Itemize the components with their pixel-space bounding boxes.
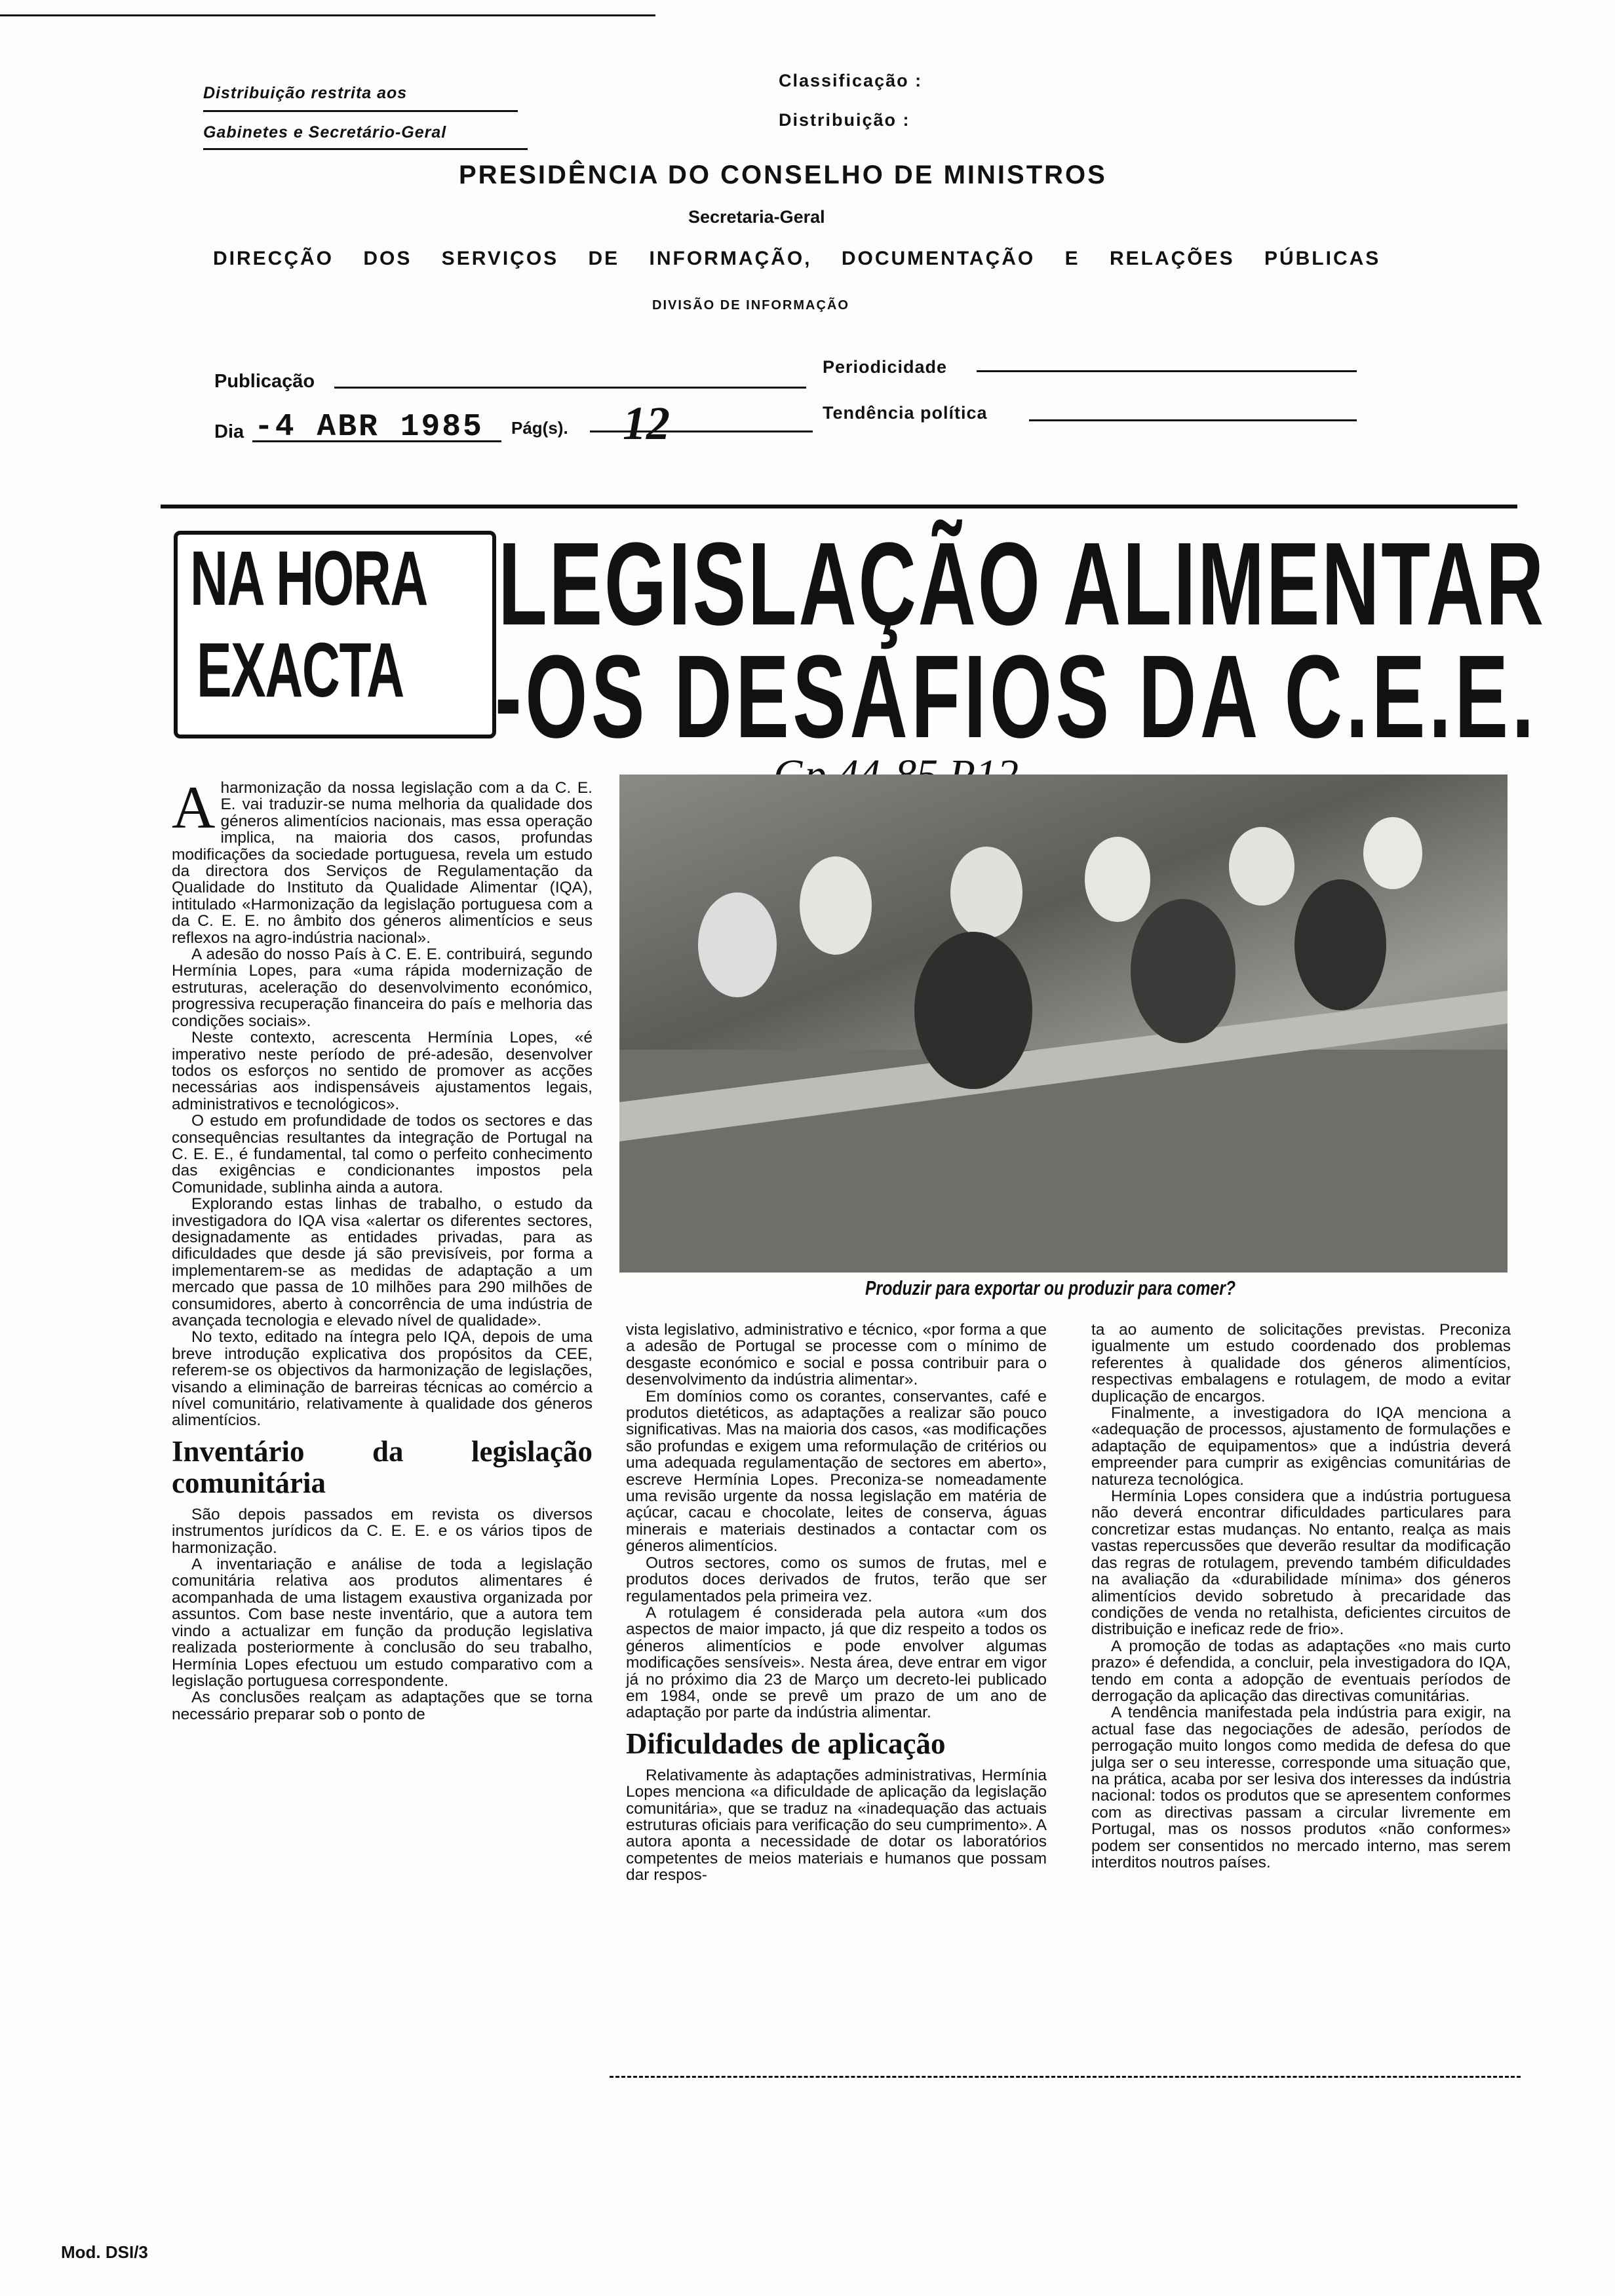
secretariat: Secretaria-Geral [688, 207, 825, 227]
political-label: Tendência política [823, 403, 988, 423]
bottom-rule [610, 2076, 1521, 2078]
day-line [252, 440, 501, 442]
paragraph: Finalmente, a investigadora do IQA menciona a «adequação de processos, ajustamento de formulações e adaptação de equipamentos» que a indústria deverá empreender para cumprir as exigências comunitárias de natureza tecnológica. [1091, 1404, 1511, 1489]
form-code: Mod. DSI/3 [61, 2242, 148, 2262]
periodicity-line [977, 370, 1357, 372]
kicker-line-2: EXACTA [197, 627, 404, 714]
article-column-1 [172, 774, 593, 1723]
distribution-label: Distribuição : [779, 110, 910, 130]
headline-line-1: LEGISLAÇÃO ALIMENTAR [498, 518, 1546, 650]
pages-label: Pág(s). [511, 418, 568, 438]
masthead-rule [161, 505, 1517, 508]
paragraph: A promoção de todas as adaptações «no mais curto prazo» é defendida, a concluir, pela investigadora do IQA, tendo em conta a adopção de eventuais períodos de derrogação da aplicação das directivas comunitárias. [1091, 1637, 1511, 1705]
paragraph: A inventariação e análise de toda a legislação comunitária relativa aos produtos alimentares é acompanhada de uma listagem exaustiva organizada por assuntos. Com base neste inventário, que a autora tem vindo a actualizar em função da produção legislativa realizada posteriormente à conclusão do seu trabalho, Hermínia Lopes efectuou um estudo comparativo com a legislação portuguesa correspondente. [172, 1556, 593, 1690]
date-stamp: -4 ABR 1985 [254, 410, 484, 445]
kicker-line-1: NA HORA [190, 535, 427, 622]
paragraph: Hermínia Lopes considera que a indústria portuguesa não deverá encontrar dificuldades particulares para concretizar estas mudanças. No entanto, realça as mais vastas repercussões que deverão resultar da modificação das regras de rotulagem, prevendo também dificuldades na avaliação da «durabilidade mínima» dos géneros alimentícios devido sobretudo à precaridade das condições de venda no retalhista, deficientes circuitos de distribuição e ineficaz rede de frio». [1091, 1487, 1511, 1639]
paragraph: São depois passados em revista os diversos instrumentos jurídicos da C. E. E. e os vários tipos de harmonização. [172, 1505, 593, 1557]
paragraph: ta ao aumento de solicitações previstas. Preconiza igualmente um estudo coordenado dos problemas referentes à qualidade dos géneros alimentícios, respectivas embalagens e rotulagem, de modo a evitar duplicação de encargos. [1091, 1321, 1511, 1406]
distribution-note: Distribuição restrita aos [203, 84, 408, 102]
photo-caption: Produzir para exportar ou produzir para comer? [865, 1276, 1236, 1299]
headline-line-2: -OS DESAFIOS DA C.E.E. [495, 631, 1538, 763]
pages-line [590, 430, 813, 432]
distribution-underline [203, 110, 518, 112]
distribution-note-2: Gabinetes e Secretário-Geral [203, 123, 447, 142]
photo-illustration [619, 775, 1508, 1272]
day-label: Dia [214, 421, 244, 442]
page-number: 12 [623, 397, 670, 450]
paragraph: O estudo em profundidade de todos os sectores e das consequências resultantes da integração de Portugal na C. E. E., é fundamental, tal como o perfeito conhecimento das exigências e condicionantes impostos pela Comunidade, sublinha ainda a autora. [172, 1112, 593, 1196]
paragraph: Outros sectores, como os sumos de frutas, mel e produtos doces derivados de frutos, terão que ser regulamentados pela primeira vez. [626, 1554, 1047, 1605]
paragraph: A adesão do nosso País à C. E. E. contribuirá, segundo Hermínia Lopes, para «uma rápida modernização de estruturas, aceleração do desenvolvimento económico, progressiva recuperação financeira do país e melhoria das condições sociais». [172, 946, 593, 1030]
paragraph: vista legislativo, administrativo e técnico, «por forma a que a adesão de Portugal se processe com o mínimo de desgaste económico e social e possa contribuir para o desenvolvimento da indústria alimentar». [626, 1321, 1047, 1389]
office-title: PRESIDÊNCIA DO CONSELHO DE MINISTROS [459, 161, 1107, 189]
directorate: DIRECÇÃO DOS SERVIÇOS DE INFORMAÇÃO, DOCUMENTAÇÃO E RELAÇÕES PÚBLICAS [213, 248, 1381, 269]
publication-line [334, 387, 806, 389]
political-line [1029, 419, 1357, 421]
paragraph: Em domínios como os corantes, conservantes, café e produtos dietéticos, as adaptações a realizar são pouco significativas. Mas na maioria dos casos, «as modificações são profundas e exigem uma reformulação de critérios ou uma adequada regulamentação de sectores em aberto», escreve Hermínia Lopes. Preconiza-se nomeadamente uma revisão urgente da nossa legislação em matéria de açúcar, cacau e chocolate, leites de conserva, águas minerais e materiais destinados a contactar com os géneros alimentícios. [626, 1387, 1047, 1556]
drop-cap: A [172, 774, 216, 841]
paragraph: No texto, editado na íntegra pelo IQA, depois de uma breve introdução explicativa dos propósitos da CEE, referem-se os objectivos da harmonização de legislações, visando a eliminação de barreiras técnicas ao comércio a nível comunitário, relativamente à qualidade dos géneros alimentícios. [172, 1328, 593, 1430]
paragraph: A rotulagem é considerada pela autora «um dos aspectos de maior impacto, já que diz respeito a todos os géneros alimentícios e pode envolver algumas modificações sensíveis». Nesta área, deve entrar em vigor já no próximo dia 23 de Março um decreto-lei publicado em 1984, onde se prevê um prazo de um ano de adaptação por parte da indústria alimentar. [626, 1603, 1047, 1722]
paragraph: As conclusões realçam as adaptações que se torna necessário preparar sob o ponto de [172, 1689, 593, 1723]
subheading-inventory: Inventário da legislação comunitária [172, 1434, 593, 1499]
article-column-3 [1091, 1322, 1511, 1871]
subheading-difficulties: Dificuldades de aplicação [626, 1727, 946, 1760]
periodicity-label: Periodicidade [823, 357, 948, 377]
division: DIVISÃO DE INFORMAÇÃO [652, 298, 849, 313]
paragraph: A tendência manifestada pela indústria para exigir, na actual fase das negociações de adesão, períodos de perrogação muito longos como medida de defesa do que julga ser o seu interesse, corresponde uma situação que, na prática, acaba por ser lesiva dos interesses da indústria nacional: todos os produtos que se apresentem conformes com as directivas passam a circular livremente em Portugal, mas os nossos produtos «não conformes» podem ser consentidos no mercado interno, mas serem interditos noutros países. [1091, 1704, 1511, 1871]
paragraph: Neste contexto, acrescenta Hermínia Lopes, «é imperativo neste período de pré-adesão, desenvolver todos os esforços no sentido de promover as acções necessárias aos indispensáveis ajustamentos legais, administrativos e tecnológicos». [172, 1029, 593, 1113]
paragraph: Relativamente às adaptações administrativas, Hermínia Lopes menciona «a dificuldade de aplicação da legislação comunitária», que se traduz na «inadequação das actuais estruturas oficiais para verificação do seu cumprimento». A autora aponta a necessidade de dotar os laboratórios competentes de meios materiais e humanos que possam dar respos- [626, 1766, 1047, 1885]
paragraph: Explorando estas linhas de trabalho, o estudo da investigadora do IQA visa «alertar os diferentes sectores, designadamente as entidades privadas, para as dificuldades que desde já são previsíveis, por forma a implementarem-se as medidas de adaptação a um mercado que passa de 10 milhões para 290 milhões de consumidores, aberto à concorrência de uma indústria de avançada tecnologia e elevado nível de qualidade». [172, 1195, 593, 1330]
top-rule [0, 14, 655, 16]
publication-label: Publicação [214, 371, 315, 392]
article-column-2 [626, 1322, 1047, 1884]
classification-label: Classificação : [779, 71, 923, 90]
paragraph: harmonização da nossa legislação com a da C. E. E. vai traduzir-se numa melhoria da qualidade dos géneros alimentícios nacionais, mas essa operação implica, na maioria dos casos, profundas modificações da sociedade portuguesa, revela um estudo da directora dos Serviços de Regulamentação da Qualidade do Instituto da Qualidade Alimentar (IQA), intitulado «Harmonização da legislação portuguesa com a da C. E. E. no âmbito dos géneros alimentícios e seus reflexos na agro-indústria nacional». [172, 779, 593, 947]
distribution-underline-2 [203, 148, 528, 150]
article-photo [619, 775, 1508, 1272]
